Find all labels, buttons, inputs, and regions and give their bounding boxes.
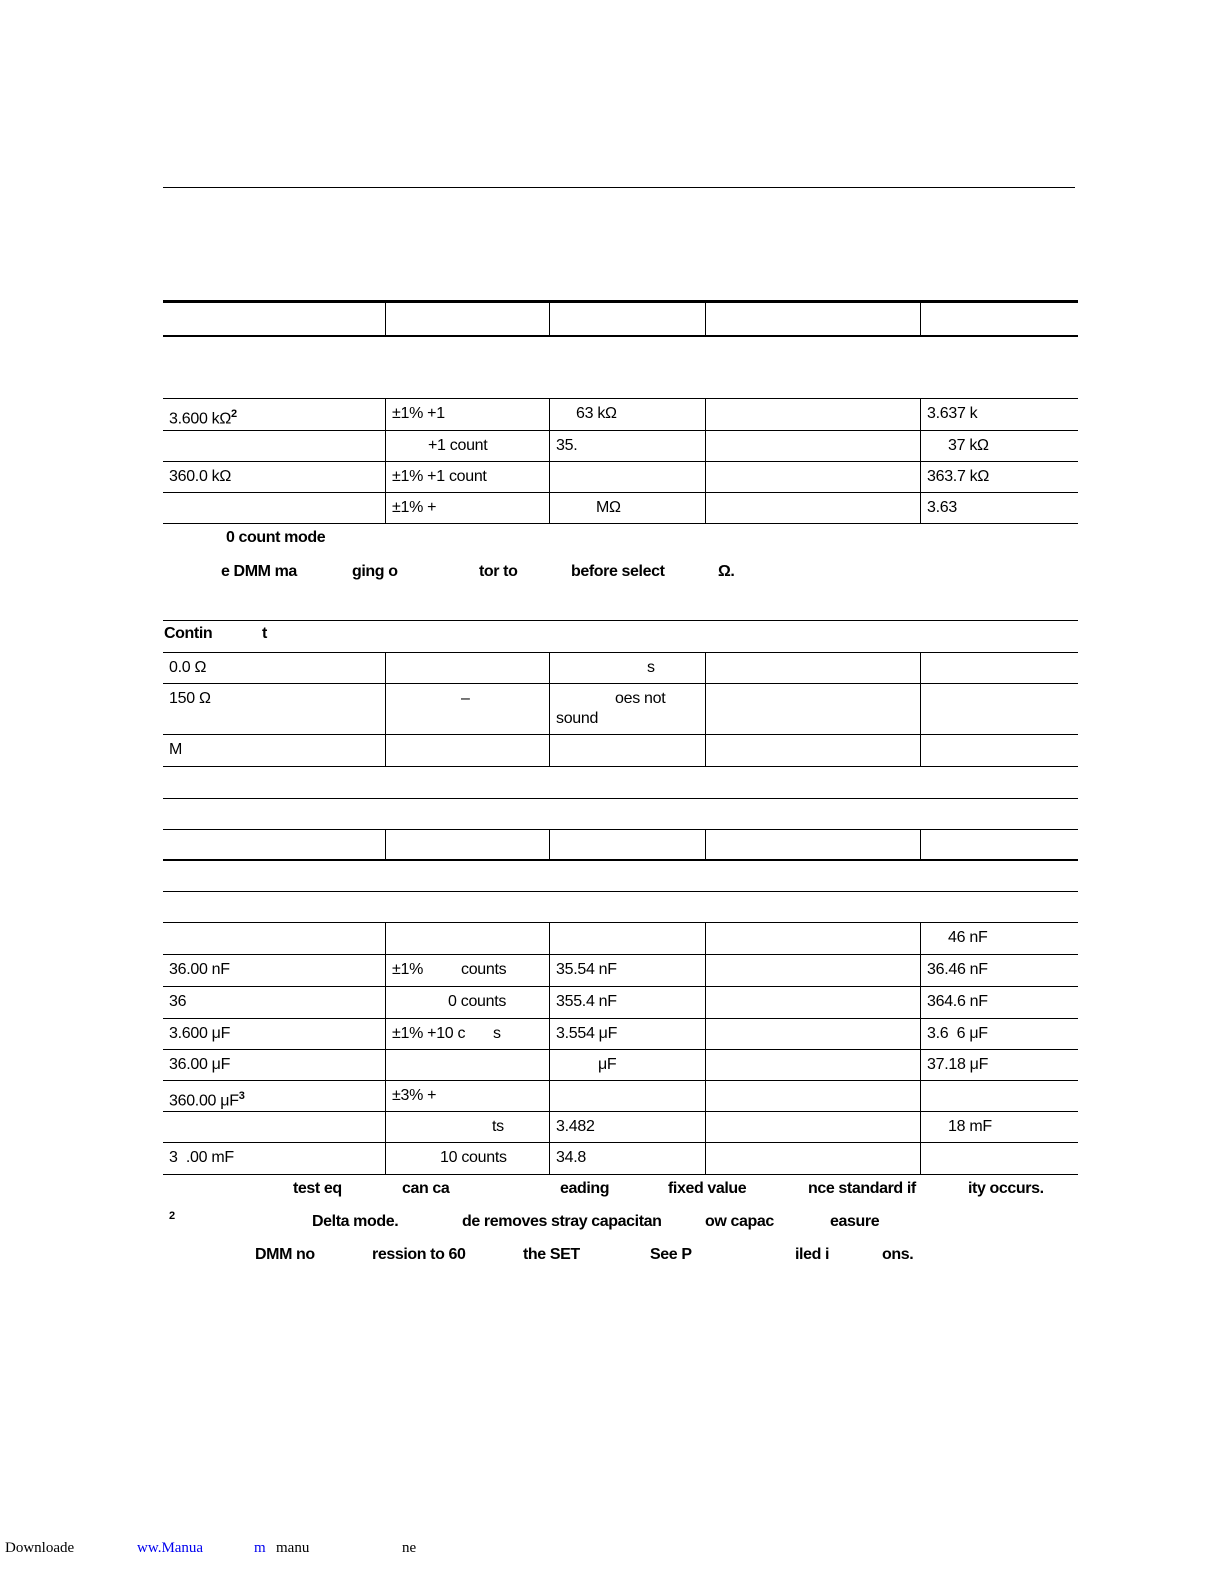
high-limit — [920, 735, 1078, 766]
note-fragment: e DMM ma — [221, 563, 297, 580]
nominal-text: 3.600 kΩ — [169, 410, 232, 428]
tolerance — [385, 987, 549, 1018]
low-limit — [549, 1081, 705, 1112]
note-fragment: easure — [830, 1213, 880, 1230]
low-limit — [549, 684, 705, 735]
nominal-value: 36.00 nF — [169, 961, 230, 978]
reading — [705, 1019, 920, 1049]
low-limit: 35.54 nF — [549, 955, 705, 986]
note-fragment: can ca — [402, 1180, 450, 1197]
tolerance — [385, 735, 549, 766]
tolerance-text: ts — [492, 1118, 504, 1135]
high-limit: 46 nF — [920, 923, 1078, 954]
note-fragment: iled i — [795, 1246, 830, 1263]
tolerance: +1 count — [385, 431, 549, 461]
high-limit — [920, 684, 1078, 735]
high-limit: 364.6 nF — [920, 987, 1078, 1018]
table-header-row — [163, 303, 1078, 336]
tolerance-text: s — [493, 1025, 501, 1042]
reading — [705, 1081, 920, 1112]
note-fragment: Ω. — [718, 563, 735, 580]
reading — [705, 1112, 920, 1143]
reading — [705, 462, 920, 492]
header-rule — [163, 187, 1075, 188]
nominal-value — [163, 493, 385, 523]
reading — [705, 684, 920, 735]
high-limit — [920, 1081, 1078, 1112]
high-limit — [920, 1143, 1078, 1174]
nominal-value — [163, 1112, 385, 1143]
footnote-ref: 3 — [238, 1090, 245, 1102]
footer-text: manu — [276, 1540, 310, 1556]
reading — [705, 493, 920, 523]
section-title — [164, 625, 267, 643]
note-fragment: Delta mode. — [312, 1213, 399, 1230]
tolerance-text: ±1% — [392, 961, 424, 978]
reading — [705, 987, 920, 1018]
reading — [705, 399, 920, 430]
tolerance-text: 10 counts — [440, 1149, 507, 1166]
tolerance — [385, 1112, 549, 1143]
tolerance-text: 0 counts — [448, 993, 507, 1010]
low-limit: μF — [549, 1050, 705, 1080]
table-row — [163, 684, 1078, 735]
note-fragment: before select — [571, 563, 665, 580]
tolerance — [385, 1143, 549, 1174]
high-limit: 3.6 6 μF — [920, 1019, 1078, 1049]
high-limit: 36.46 nF — [920, 955, 1078, 986]
tolerance — [385, 955, 549, 986]
nominal-text: 360.00 μF — [169, 1092, 239, 1110]
nominal-value — [163, 431, 385, 461]
section-title-text: t — [262, 625, 267, 642]
table-row — [163, 735, 1078, 766]
nominal-value: 150 Ω — [169, 690, 211, 707]
high-limit — [920, 653, 1078, 683]
reading — [705, 431, 920, 461]
reading — [705, 1143, 920, 1174]
table-header-row — [163, 829, 1078, 860]
table-row — [163, 1019, 1078, 1049]
note-fragment: nce standard if — [808, 1180, 916, 1197]
note-fragment: test eq — [293, 1180, 342, 1197]
footer-text: ne — [402, 1540, 417, 1556]
nominal-value — [163, 1081, 385, 1112]
tolerance — [385, 653, 549, 683]
reading — [705, 653, 920, 683]
reading — [705, 923, 920, 954]
table-row — [163, 1112, 1078, 1143]
tolerance — [385, 1019, 549, 1049]
table-row — [163, 493, 1078, 523]
low-limit: 3.554 μF — [549, 1019, 705, 1049]
high-limit: 37.18 μF — [920, 1050, 1078, 1080]
low-limit: 35. — [549, 431, 705, 461]
nominal-value: 3 .00 mF — [169, 1149, 234, 1166]
tolerance: – — [385, 684, 549, 735]
table-row — [163, 955, 1078, 986]
low-limit: s — [549, 653, 705, 683]
table-row — [163, 653, 1078, 683]
nominal-value: 36.00 μF — [169, 1056, 231, 1073]
note-fragment: de removes stray capacitan — [462, 1213, 662, 1230]
low-limit — [549, 462, 705, 492]
table-footnote — [0, 1180, 1225, 1200]
table-row — [163, 923, 1078, 954]
download-footer — [0, 1540, 1225, 1560]
nominal-value: 0.0 Ω — [169, 659, 207, 676]
note-fragment: the SET — [523, 1246, 580, 1263]
table-footnote: 0 count mode — [226, 529, 326, 546]
table-row — [163, 462, 1078, 492]
tolerance — [385, 923, 549, 954]
low-limit: 355.4 nF — [549, 987, 705, 1018]
tolerance-text: counts — [461, 961, 507, 978]
low-limit — [549, 735, 705, 766]
table-footnote — [0, 1210, 1225, 1233]
cell-line: oes not — [615, 690, 666, 707]
note-fragment: eading — [560, 1180, 610, 1197]
nominal-value: M — [169, 741, 183, 758]
table-footnote — [0, 563, 1225, 583]
table-row — [163, 987, 1078, 1018]
tolerance: ±1% +1 — [385, 399, 549, 430]
nominal-value — [163, 399, 385, 430]
note-fragment: tor to — [479, 563, 518, 580]
table-row — [163, 399, 1078, 430]
note-fragment: ging o — [352, 563, 398, 580]
high-limit: 18 mF — [920, 1112, 1078, 1143]
tolerance: ±1% +1 count — [385, 462, 549, 492]
tolerance — [385, 1050, 549, 1080]
low-limit: 34.8 — [549, 1143, 705, 1174]
reading — [705, 1050, 920, 1080]
note-fragment: ression to 60 — [372, 1246, 466, 1263]
table-row — [163, 1081, 1078, 1112]
note-fragment: ow capac — [705, 1213, 774, 1230]
tolerance: ±3% + — [385, 1081, 549, 1112]
table-row — [163, 1050, 1078, 1080]
footer-link-text[interactable]: ww.Manua — [137, 1540, 204, 1556]
nominal-value: 36 — [169, 993, 187, 1010]
high-limit: 37 kΩ — [920, 431, 1078, 461]
reading — [705, 955, 920, 986]
note-fragment: DMM no — [255, 1246, 315, 1263]
section-title-text: Contin — [164, 625, 213, 642]
footnote-ref: 2 — [169, 1210, 175, 1222]
tolerance: ±1% + — [385, 493, 549, 523]
low-limit — [549, 923, 705, 954]
low-limit: MΩ — [549, 493, 705, 523]
nominal-value: 3.600 μF — [169, 1025, 231, 1042]
tolerance-text: ±1% +10 c — [392, 1025, 466, 1042]
table-footnote — [0, 1246, 1225, 1266]
note-fragment: ity occurs. — [968, 1180, 1044, 1197]
nominal-value: 360.0 kΩ — [169, 468, 232, 485]
cell-line: sound — [556, 710, 599, 727]
reading — [705, 735, 920, 766]
note-fragment: ons. — [882, 1246, 914, 1263]
footer-link-text[interactable]: m — [254, 1540, 266, 1556]
high-limit: 3.637 k — [920, 399, 1078, 430]
footnote-ref: 2 — [231, 408, 237, 420]
low-limit: 3.482 — [549, 1112, 705, 1143]
low-limit: 63 kΩ — [549, 399, 705, 430]
footer-text: Downloade — [5, 1540, 75, 1556]
high-limit: 363.7 kΩ — [920, 462, 1078, 492]
note-fragment: See P — [650, 1246, 692, 1263]
table-row — [163, 1143, 1078, 1174]
high-limit: 3.63 — [920, 493, 1078, 523]
nominal-value — [163, 923, 385, 954]
table-row — [163, 431, 1078, 461]
note-fragment: fixed value — [668, 1180, 747, 1197]
